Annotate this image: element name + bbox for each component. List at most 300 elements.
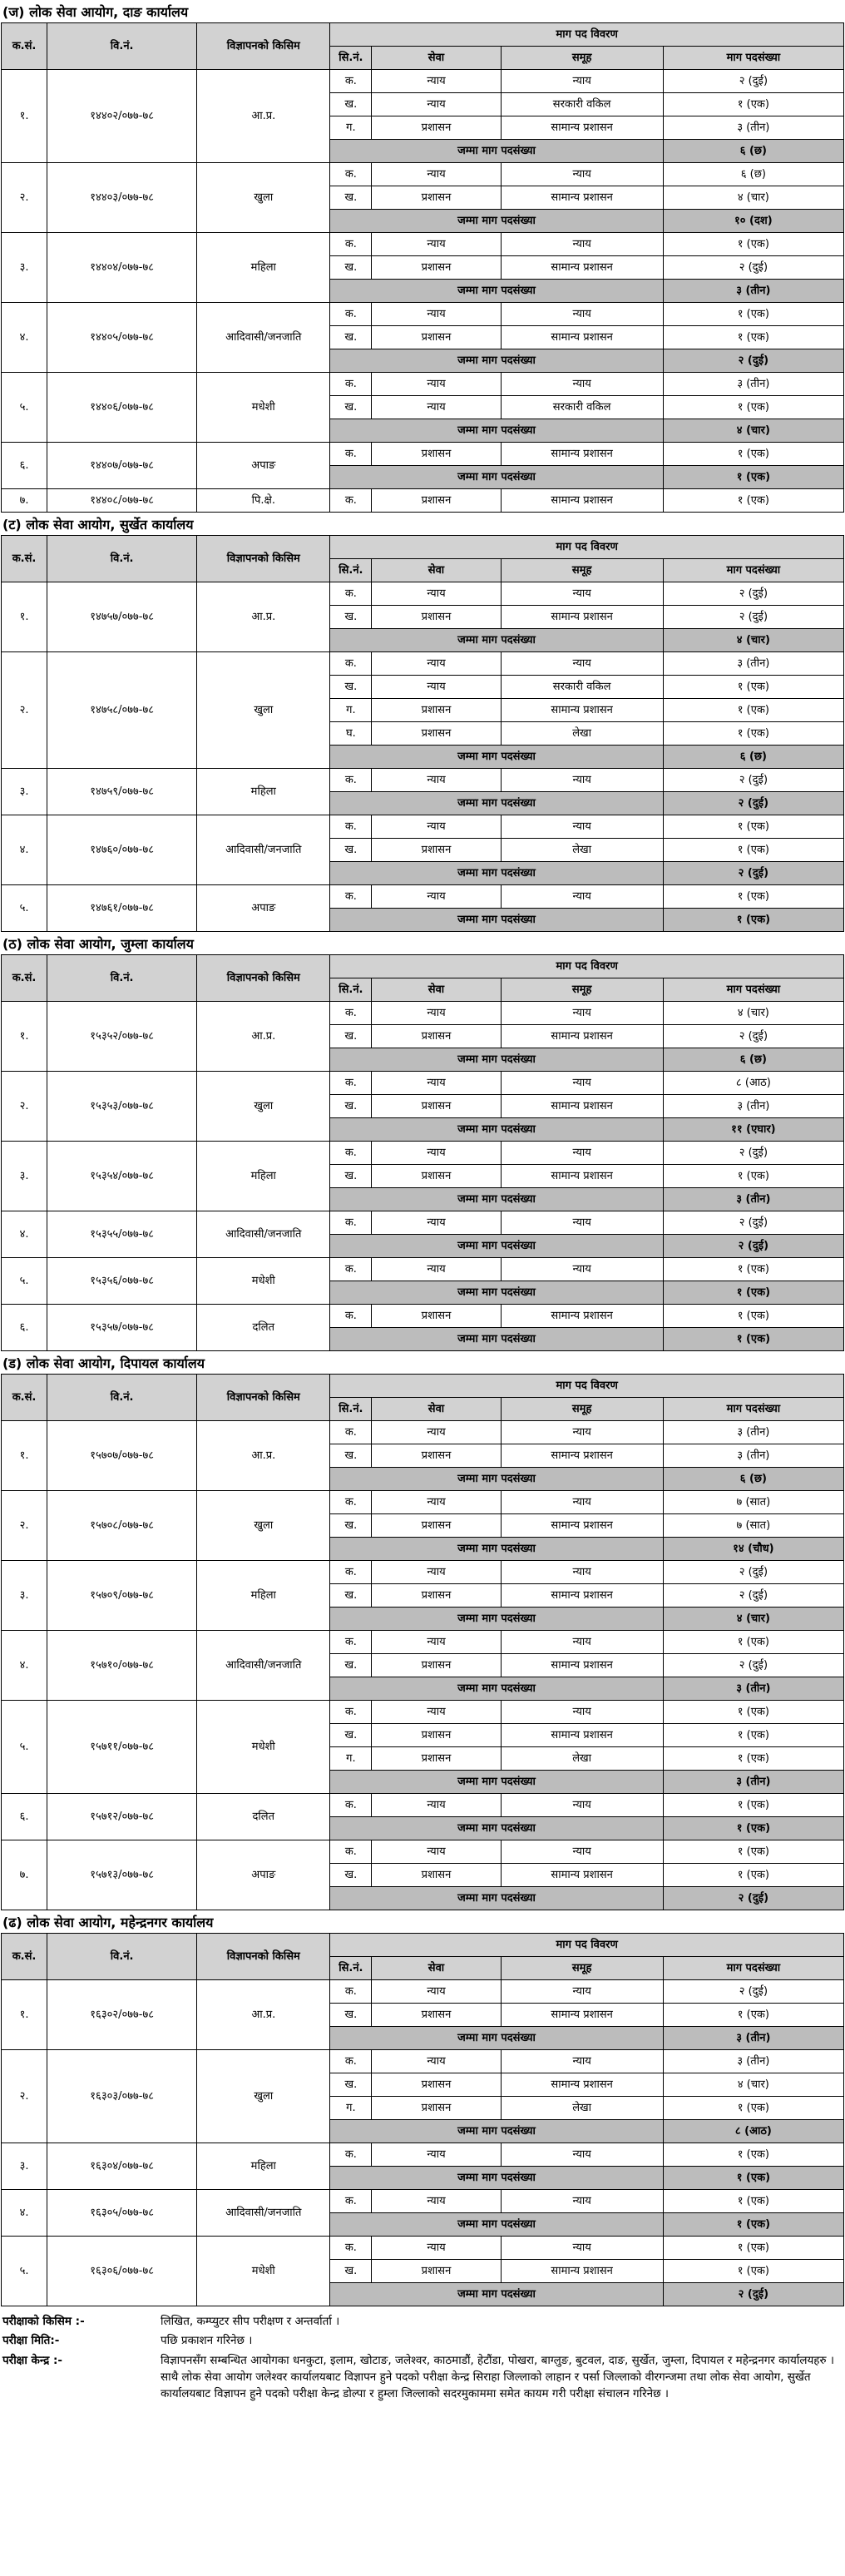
group-name: सरकारी वकिल [501, 676, 663, 699]
total-label: जम्मा माग पदसंख्या [330, 2283, 663, 2306]
post-count: १ (एक) [663, 1701, 843, 1724]
advertisement-type: मधेशी [197, 1701, 330, 1794]
group-name: न्याय [501, 1421, 663, 1444]
col-header-count: माग पदसंख्या [663, 978, 843, 1002]
advertisement-type: आ.प्र. [197, 1980, 330, 2050]
row-serial: ख. [330, 1514, 372, 1538]
total-label: जम्मा माग पदसंख्या [330, 1771, 663, 1794]
service-name: न्याय [372, 1561, 501, 1584]
group-name: सामान्य प्रशासन [501, 699, 663, 722]
block-serial: ४. [2, 1631, 47, 1701]
row-serial: क. [330, 1211, 372, 1235]
group-name: सामान्य प्रशासन [501, 2260, 663, 2283]
total-label: जम्मा माग पदसंख्या [330, 1608, 663, 1631]
group-name: सामान्य प्रशासन [501, 606, 663, 629]
demand-row [2, 1561, 844, 1584]
row-serial: क. [330, 303, 372, 326]
demand-row [2, 1142, 844, 1165]
row-serial: क. [330, 2190, 372, 2213]
col-header-demand-group: माग पद विवरण [330, 1375, 844, 1398]
row-serial: ग. [330, 116, 372, 140]
total-count: ३ (तीन) [663, 280, 843, 303]
advertisement-type: महिला [197, 1142, 330, 1211]
group-name: न्याय [501, 1840, 663, 1864]
total-label: जम्मा माग पदसंख्या [330, 1281, 663, 1305]
col-header-demand-group: माग पद विवरण [330, 1934, 844, 1957]
col-header-adv-type: विज्ञापनको किसिम [197, 1375, 330, 1421]
group-name: न्याय [501, 70, 663, 93]
group-name: न्याय [501, 2237, 663, 2260]
advertisement-number: १६३०३/०७७-७८ [47, 2050, 197, 2143]
advertisement-number: १४७६०/०७७-७८ [47, 815, 197, 885]
service-name: प्रशासन [372, 116, 501, 140]
demand-row [2, 1211, 844, 1235]
total-label: जम्मा माग पदसंख्या [330, 1118, 663, 1142]
block-serial: ३. [2, 1561, 47, 1631]
total-label: जम्मा माग पदसंख्या [330, 1048, 663, 1072]
post-count: १ (एक) [663, 1794, 843, 1817]
service-name: प्रशासन [372, 2004, 501, 2027]
group-name: न्याय [501, 1980, 663, 2004]
block-serial: २. [2, 2050, 47, 2143]
col-header-adv-type: विज्ञापनको किसिम [197, 536, 330, 582]
total-count: २ (दुई) [663, 792, 843, 815]
block-serial: १. [2, 70, 47, 163]
advertisement-number: १५३५५/०७७-७८ [47, 1211, 197, 1258]
total-label: जम्मा माग पदसंख्या [330, 1188, 663, 1211]
row-serial: ख. [330, 186, 372, 210]
post-count: १ (एक) [663, 1747, 843, 1771]
demand-row [2, 1002, 844, 1025]
advertisement-type: आ.प्र. [197, 70, 330, 163]
row-serial: ग. [330, 699, 372, 722]
advertisement-number: १६३०४/०७७-७८ [47, 2143, 197, 2190]
total-label: जम्मा माग पदसंख्या [330, 2120, 663, 2143]
total-label: जम्मा माग पदसंख्या [330, 1887, 663, 1910]
advertisement-type: दलित [197, 1305, 330, 1351]
group-name: न्याय [501, 2190, 663, 2213]
demand-row [2, 885, 844, 909]
post-count: ७ (सात) [663, 1491, 843, 1514]
demand-row [2, 303, 844, 326]
service-name: न्याय [372, 233, 501, 256]
advertisement-number: १५३५२/०७७-७८ [47, 1002, 197, 1072]
block-serial: १. [2, 582, 47, 652]
col-header-demand-group: माग पद विवरण [330, 955, 844, 978]
total-label: जम्मा माग पदसंख्या [330, 909, 663, 932]
post-count: १ (एक) [663, 1631, 843, 1654]
service-name: न्याय [372, 373, 501, 396]
block-serial: ५. [2, 1701, 47, 1794]
post-count: १ (एक) [663, 1864, 843, 1887]
row-serial: क. [330, 815, 372, 839]
row-serial: ख. [330, 2073, 372, 2097]
service-name: प्रशासन [372, 1514, 501, 1538]
advertisement-type: खुला [197, 652, 330, 769]
group-name: सामान्य प्रशासन [501, 1864, 663, 1887]
total-count: १ (एक) [663, 1817, 843, 1840]
row-serial: ख. [330, 1584, 372, 1608]
block-serial: ३. [2, 1142, 47, 1211]
advertisement-number: १५७०८/०७७-७८ [47, 1491, 197, 1561]
block-serial: ५. [2, 373, 47, 443]
col-header-group: समूह [501, 559, 663, 582]
total-label: जम्मा माग पदसंख्या [330, 792, 663, 815]
advertisement-number: १४४०२/०७७-७८ [47, 70, 197, 163]
row-serial: क. [330, 1421, 372, 1444]
section-heading: (ठ) लोक सेवा आयोग, जुम्ला कार्यालय [2, 936, 194, 952]
vacancy-table-4 [1, 1933, 844, 2306]
table-header-row-1 [2, 1934, 844, 1957]
row-serial: ख. [330, 1444, 372, 1468]
col-header-adv-no: वि.नं. [47, 536, 197, 582]
service-name: प्रशासन [372, 186, 501, 210]
advertisement-number: १५३५३/०७७-७८ [47, 1072, 197, 1142]
exam-center-label: परीक्षा केन्द्र :- [2, 2353, 62, 2367]
service-name: प्रशासन [372, 1095, 501, 1118]
group-name: सामान्य प्रशासन [501, 1025, 663, 1048]
post-count: १ (एक) [663, 489, 843, 513]
block-serial: ४. [2, 1211, 47, 1258]
col-header-adv-no: वि.नं. [47, 1934, 197, 1980]
advertisement-number: १६३०२/०७७-७८ [47, 1980, 197, 2050]
exam-date-value: पछि प्रकाशन गरिनेछ । [161, 2334, 253, 2348]
service-name: प्रशासन [372, 1584, 501, 1608]
service-name: न्याय [372, 676, 501, 699]
group-name: न्याय [501, 1142, 663, 1165]
row-serial: क. [330, 2050, 372, 2073]
row-serial: ख. [330, 2004, 372, 2027]
advertisement-type: खुला [197, 163, 330, 233]
group-name: न्याय [501, 652, 663, 676]
advertisement-number: १४७५८/०७७-७८ [47, 652, 197, 769]
advertisement-type: मधेशी [197, 2237, 330, 2306]
total-count: २ (दुई) [663, 1887, 843, 1910]
total-count: १ (एक) [663, 2167, 843, 2190]
total-label: जम्मा माग पदसंख्या [330, 746, 663, 769]
post-count: १ (एक) [663, 1724, 843, 1747]
service-name: प्रशासन [372, 699, 501, 722]
row-serial: ख. [330, 1864, 372, 1887]
vacancy-table-2 [1, 954, 844, 1351]
total-label: जम्मा माग पदसंख्या [330, 280, 663, 303]
demand-row [2, 1258, 844, 1281]
service-name: प्रशासन [372, 489, 501, 513]
total-count: १४ (चौध) [663, 1538, 843, 1561]
section-heading: (ड) लोक सेवा आयोग, दिपायल कार्यालय [2, 1355, 205, 1371]
exam-type-row [2, 2313, 842, 2330]
exam-date-label: परीक्षा मिति:- [2, 2334, 60, 2348]
post-count: २ (दुई) [663, 582, 843, 606]
demand-row [2, 1701, 844, 1724]
row-serial: क. [330, 70, 372, 93]
block-serial: २. [2, 163, 47, 233]
demand-row [2, 233, 844, 256]
post-count: २ (दुई) [663, 70, 843, 93]
group-name: न्याय [501, 1002, 663, 1025]
advertisement-type: आदिवासी/जनजाति [197, 303, 330, 373]
advertisement-type: आ.प्र. [197, 1002, 330, 1072]
service-name: प्रशासन [372, 1724, 501, 1747]
total-count: ६ (छ) [663, 140, 843, 163]
total-label: जम्मा माग पदसंख्या [330, 1817, 663, 1840]
col-header-row-serial: सि.नं. [330, 978, 372, 1002]
post-count: १ (एक) [663, 1840, 843, 1864]
post-count: १ (एक) [663, 303, 843, 326]
demand-row [2, 373, 844, 396]
group-name: लेखा [501, 839, 663, 862]
row-serial: क. [330, 1491, 372, 1514]
advertisement-number: १५७११/०७७-७८ [47, 1701, 197, 1794]
row-serial: क. [330, 582, 372, 606]
advertisement-number: १४४०४/०७७-७८ [47, 233, 197, 303]
vacancy-table-1 [1, 535, 844, 932]
service-name: प्रशासन [372, 256, 501, 280]
group-name: न्याय [501, 885, 663, 909]
col-header-group: समूह [501, 1957, 663, 1980]
service-name: न्याय [372, 2050, 501, 2073]
group-name: सामान्य प्रशासन [501, 1165, 663, 1188]
total-count: ११ (एघार) [663, 1118, 843, 1142]
advertisement-type: खुला [197, 2050, 330, 2143]
total-count: १ (एक) [663, 2213, 843, 2237]
demand-row [2, 1421, 844, 1444]
row-serial: ग. [330, 2097, 372, 2120]
service-name: न्याय [372, 1002, 501, 1025]
col-header-count: माग पदसंख्या [663, 1957, 843, 1980]
advertisement-type: अपाङ [197, 885, 330, 932]
group-name: न्याय [501, 1631, 663, 1654]
post-count: २ (दुई) [663, 256, 843, 280]
col-header-count: माग पदसंख्या [663, 1398, 843, 1421]
block-serial: ३. [2, 769, 47, 815]
total-label: जम्मा माग पदसंख्या [330, 466, 663, 489]
advertisement-number: १५७१२/०७७-७८ [47, 1794, 197, 1840]
service-name: प्रशासन [372, 2073, 501, 2097]
service-name: प्रशासन [372, 1444, 501, 1468]
row-serial: ख. [330, 256, 372, 280]
demand-row [2, 2237, 844, 2260]
row-serial: क. [330, 1631, 372, 1654]
service-name: न्याय [372, 2190, 501, 2213]
demand-row [2, 489, 844, 513]
block-serial: ५. [2, 2237, 47, 2306]
service-name: न्याय [372, 652, 501, 676]
vacancy-table-0 [1, 22, 844, 513]
group-name: सामान्य प्रशासन [501, 1724, 663, 1747]
advertisement-number: १४७५९/०७७-७८ [47, 769, 197, 815]
post-count: १ (एक) [663, 1258, 843, 1281]
row-serial: घ. [330, 722, 372, 746]
block-serial: ४. [2, 815, 47, 885]
total-count: १ (एक) [663, 466, 843, 489]
post-count: २ (दुई) [663, 1584, 843, 1608]
col-header-row-serial: सि.नं. [330, 1957, 372, 1980]
row-serial: क. [330, 1002, 372, 1025]
total-label: जम्मा माग पदसंख्या [330, 1328, 663, 1351]
col-header-service: सेवा [372, 1957, 501, 1980]
total-label: जम्मा माग पदसंख्या [330, 349, 663, 373]
group-name: सामान्य प्रशासन [501, 326, 663, 349]
row-serial: ग. [330, 1747, 372, 1771]
demand-row [2, 815, 844, 839]
advertisement-type: आदिवासी/जनजाति [197, 2190, 330, 2237]
block-serial: ५. [2, 885, 47, 932]
section-heading: (ढ) लोक सेवा आयोग, महेन्द्रनगर कार्यालय [2, 1915, 214, 1930]
post-count: २ (दुई) [663, 1211, 843, 1235]
block-serial: ६. [2, 443, 47, 489]
group-name: सामान्य प्रशासन [501, 1654, 663, 1677]
group-name: न्याय [501, 1561, 663, 1584]
demand-row [2, 2190, 844, 2213]
row-serial: ख. [330, 1654, 372, 1677]
block-serial: ४. [2, 303, 47, 373]
demand-row [2, 2143, 844, 2167]
row-serial: क. [330, 1840, 372, 1864]
demand-row [2, 1840, 844, 1864]
col-header-adv-no: वि.नं. [47, 1375, 197, 1421]
group-name: सामान्य प्रशासन [501, 2004, 663, 2027]
advertisement-type: दलित [197, 1794, 330, 1840]
col-header-adv-no: वि.नं. [47, 23, 197, 70]
group-name: सामान्य प्रशासन [501, 1444, 663, 1468]
block-serial: २. [2, 1491, 47, 1561]
total-count: १० (दश) [663, 210, 843, 233]
group-name: न्याय [501, 815, 663, 839]
block-serial: २. [2, 1072, 47, 1142]
row-serial: क. [330, 1305, 372, 1328]
advertisement-number: १४७६१/०७७-७८ [47, 885, 197, 932]
group-name: न्याय [501, 1258, 663, 1281]
group-name: सामान्य प्रशासन [501, 1305, 663, 1328]
service-name: प्रशासन [372, 443, 501, 466]
service-name: न्याय [372, 396, 501, 419]
row-serial: ख. [330, 1165, 372, 1188]
service-name: प्रशासन [372, 722, 501, 746]
col-header-serial: क.सं. [2, 1375, 47, 1421]
total-count: ४ (चार) [663, 629, 843, 652]
service-name: न्याय [372, 582, 501, 606]
col-header-serial: क.सं. [2, 536, 47, 582]
advertisement-type: महिला [197, 2143, 330, 2190]
total-count: २ (दुई) [663, 862, 843, 885]
footer-notes [0, 2306, 845, 2416]
advertisement-type: महिला [197, 769, 330, 815]
advertisement-number: १४७५७/०७७-७८ [47, 582, 197, 652]
row-serial: ख. [330, 676, 372, 699]
advertisement-type: पि.क्षे. [197, 489, 330, 513]
block-serial: ६. [2, 1794, 47, 1840]
group-name: न्याय [501, 1491, 663, 1514]
group-name: लेखा [501, 2097, 663, 2120]
group-name: न्याय [501, 1211, 663, 1235]
service-name: न्याय [372, 1072, 501, 1095]
group-name: न्याय [501, 233, 663, 256]
advertisement-number: १४४०३/०७७-७८ [47, 163, 197, 233]
block-serial: ३. [2, 233, 47, 303]
advertisement-type: अपाङ [197, 1840, 330, 1910]
service-name: न्याय [372, 163, 501, 186]
advertisement-type: आ.प्र. [197, 1421, 330, 1491]
service-name: न्याय [372, 885, 501, 909]
demand-row [2, 769, 844, 792]
service-name: न्याय [372, 2237, 501, 2260]
exam-center-row [2, 2352, 842, 2403]
post-count: १ (एक) [663, 2143, 843, 2167]
row-serial: क. [330, 233, 372, 256]
group-name: सामान्य प्रशासन [501, 489, 663, 513]
total-count: २ (दुई) [663, 2283, 843, 2306]
total-count: ६ (छ) [663, 1048, 843, 1072]
advertisement-type: आ.प्र. [197, 582, 330, 652]
service-name: न्याय [372, 1701, 501, 1724]
post-count: २ (दुई) [663, 1561, 843, 1584]
post-count: ३ (तीन) [663, 652, 843, 676]
col-header-adv-type: विज्ञापनको किसिम [197, 23, 330, 70]
service-name: प्रशासन [372, 2097, 501, 2120]
demand-row [2, 1794, 844, 1817]
vacancy-table-3 [1, 1374, 844, 1910]
total-label: जम्मा माग पदसंख्या [330, 629, 663, 652]
total-label: जम्मा माग पदसंख्या [330, 1468, 663, 1491]
exam-date-row [2, 2332, 842, 2349]
block-serial: ५. [2, 1258, 47, 1305]
row-serial: क. [330, 769, 372, 792]
row-serial: क. [330, 1258, 372, 1281]
group-name: सामान्य प्रशासन [501, 1584, 663, 1608]
col-header-group: समूह [501, 978, 663, 1002]
col-header-row-serial: सि.नं. [330, 559, 372, 582]
post-count: ३ (तीन) [663, 373, 843, 396]
table-header-row-1 [2, 955, 844, 978]
col-header-serial: क.सं. [2, 1934, 47, 1980]
col-header-service: सेवा [372, 978, 501, 1002]
post-count: ४ (चार) [663, 186, 843, 210]
demand-row [2, 70, 844, 93]
service-name: प्रशासन [372, 326, 501, 349]
group-name: सरकारी वकिल [501, 396, 663, 419]
post-count: ३ (तीन) [663, 116, 843, 140]
table-header-row-1 [2, 1375, 844, 1398]
service-name: प्रशासन [372, 1654, 501, 1677]
block-serial: ७. [2, 489, 47, 513]
col-header-count: माग पदसंख्या [663, 559, 843, 582]
advertisement-type: आदिवासी/जनजाति [197, 815, 330, 885]
post-count: १ (एक) [663, 233, 843, 256]
post-count: १ (एक) [663, 326, 843, 349]
group-name: न्याय [501, 163, 663, 186]
group-name: न्याय [501, 373, 663, 396]
post-count: १ (एक) [663, 2004, 843, 2027]
exam-center-value: विज्ञापनसँग सम्बन्धित आयोगका धनकुटा, इलाम, खोटाङ, जलेश्वर, काठमाडौं, हेटौंडा, पोखरा, बाग्लुङ, बुटवल, दाङ, सुर्खेत, जुम्ला, दिपायल र महेन्द्रनगर कार्यालयहरु । साथै लोक सेवा आयोग जलेश्वर कार्यालयबाट विज्ञापन हुने पदको परीक्षा केन्द्र सिराहा जिल्लाको लाहान र पर्सा जिल्लाको वीरगन्जमा तथा लोक सेवा आयोग, सुर्खेत कार्यालयबाट विज्ञापन हुने पदको परीक्षा केन्द्र डोल्पा र हुम्ला जिल्लाको सदरमुकाममा समेत कायम गरी परीक्षा संचालन गरिनेछ । [161, 2353, 834, 2400]
advertisement-number: १५३५४/०७७-७८ [47, 1142, 197, 1211]
post-count: १ (एक) [663, 815, 843, 839]
total-count: ३ (तीन) [663, 2027, 843, 2050]
col-header-service: सेवा [372, 559, 501, 582]
row-serial: क. [330, 1980, 372, 2004]
row-serial: ख. [330, 1095, 372, 1118]
row-serial: क. [330, 1142, 372, 1165]
advertisement-type: आदिवासी/जनजाति [197, 1631, 330, 1701]
advertisement-type: खुला [197, 1491, 330, 1561]
group-name: सामान्य प्रशासन [501, 1095, 663, 1118]
post-count: ७ (सात) [663, 1514, 843, 1538]
exam-type-value: लिखित, कम्प्युटर सीप परीक्षण र अन्तर्वार्ता । [161, 2315, 340, 2328]
service-name: प्रशासन [372, 2260, 501, 2283]
service-name: प्रशासन [372, 1305, 501, 1328]
post-count: १ (एक) [663, 722, 843, 746]
post-count: ३ (तीन) [663, 2050, 843, 2073]
